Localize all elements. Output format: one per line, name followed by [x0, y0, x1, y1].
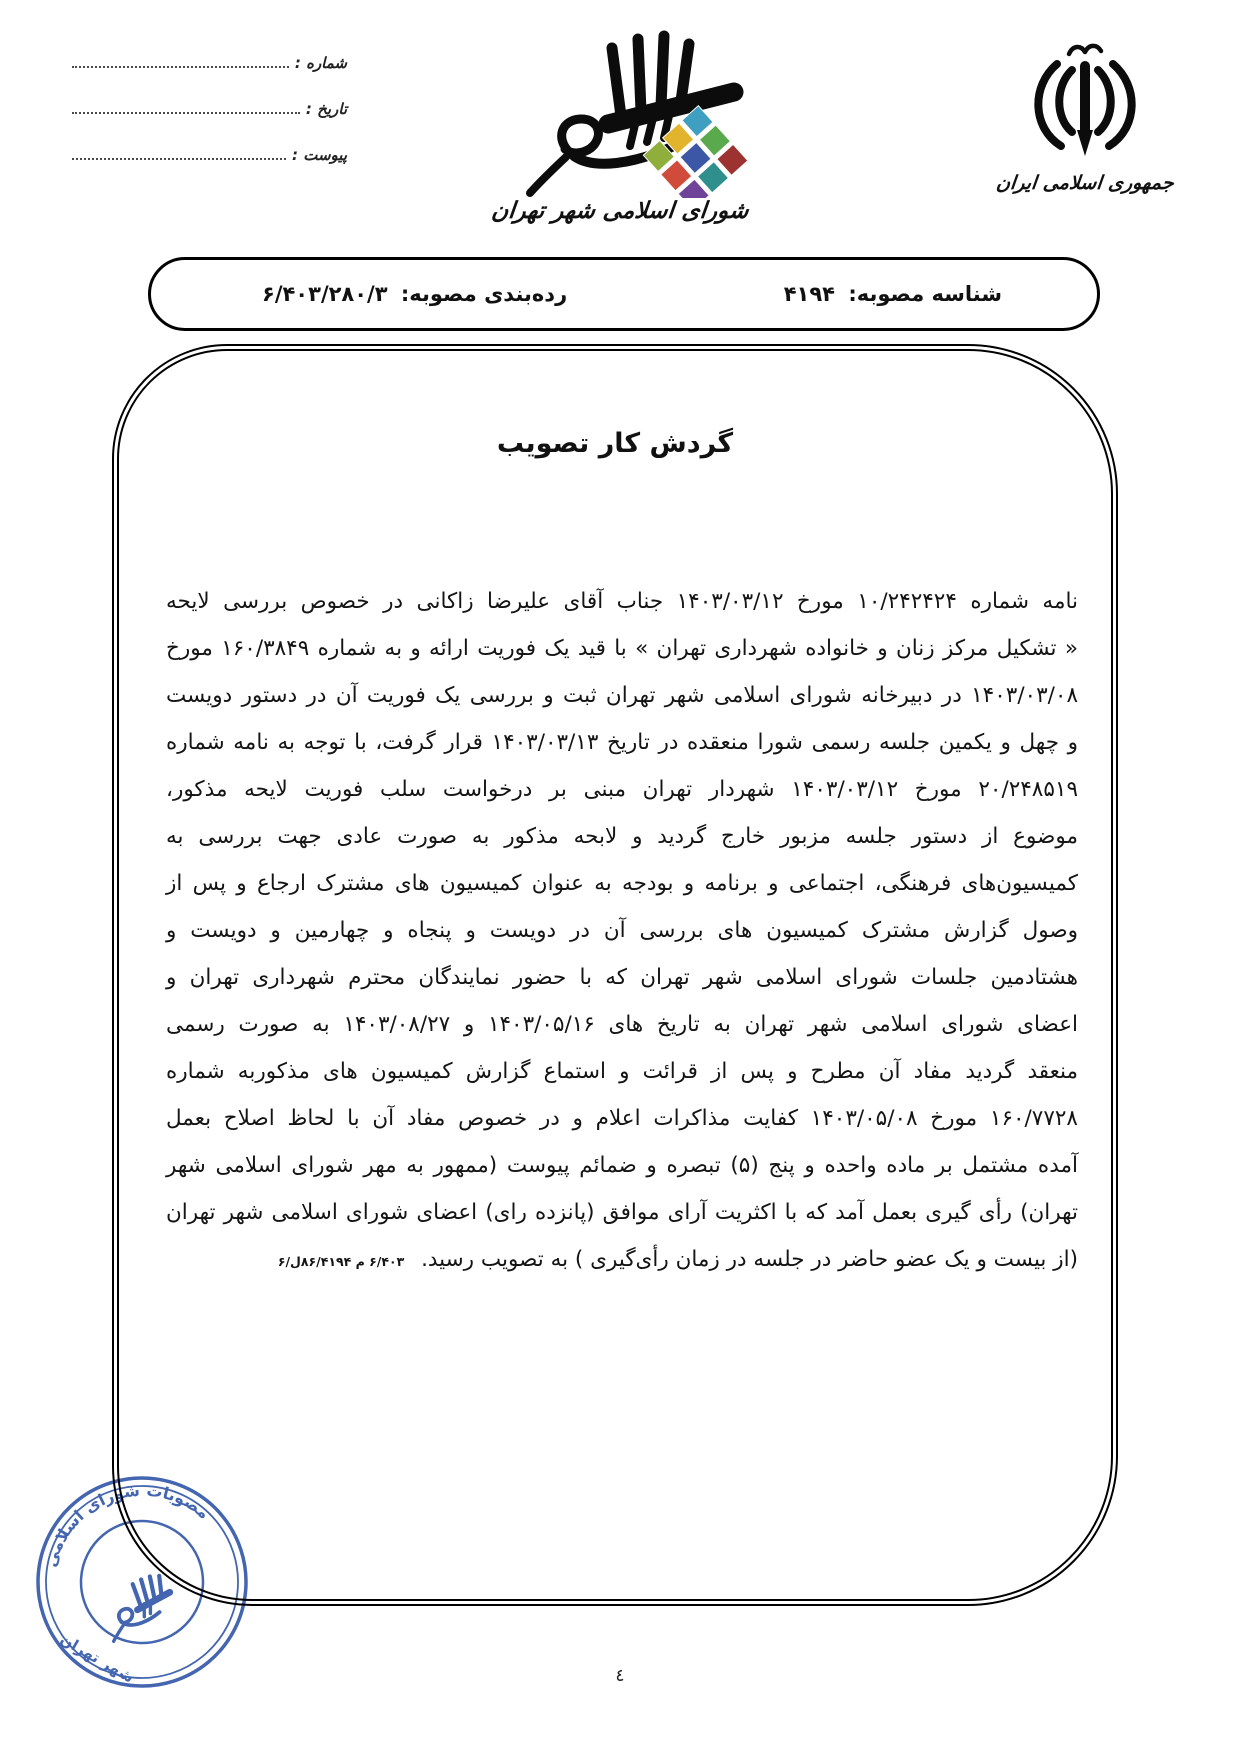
- page-number: ٤: [615, 1666, 625, 1686]
- record-classification-value: ۶/۴۰۳/۲۸۰/۳: [262, 282, 388, 306]
- stamp-ring-text-bottom: شهر تهران: [57, 1629, 138, 1687]
- field-attachment: [72, 140, 347, 164]
- resolution-body: [166, 578, 1078, 1283]
- field-number-label: شماره :: [294, 54, 347, 72]
- header-bar: [148, 257, 1100, 331]
- body-line: کمیسیون‌های فرهنگی، اجتماعی و برنامه و بودجه به عنوان کمیسیون های مشترک ارجاع و پس از: [166, 871, 1078, 896]
- council-logo-caption: شورای اسلامی شهر تهران: [490, 198, 750, 224]
- body-line: تهران) رأی گیری بعمل آمد که با اکثریت آرای موافق (پانزده رای) اعضای شورای اسلامی شهر تهران: [166, 1200, 1078, 1225]
- iran-emblem: [960, 38, 1210, 194]
- record-id-value: ۴۱۹۴: [783, 282, 835, 306]
- body-line: آمده مشتمل بر ماده واحده و پنج (۵) تبصره و ضمائم پیوست (ممهور به مهر شورای اسلامی شهر: [166, 1153, 1078, 1178]
- body-line: هشتادمین جلسات شورای اسلامی شهر تهران که با حضور نمایندگان محترم شهرداری تهران و: [166, 965, 1078, 990]
- reference-code: ۶/۴۰۳ م ۸۶/۴۱۹۴ل/۶: [277, 1254, 405, 1269]
- body-line: « تشکیل مرکز زنان و خانواده شهرداری تهران » با قید یک فوریت ارائه و به شماره ۱۶۰/۳۸۴۹ مورخ: [166, 636, 1079, 661]
- field-attachment-label: پیوست :: [292, 146, 347, 164]
- body-line: اعضای شورای اسلامی شهر تهران به تاریخ های ۱۴۰۳/۰۵/۱۶ و ۱۴۰۳/۰۸/۲۷ به صورت رسمی: [166, 1012, 1079, 1037]
- body-line-text: (از بیست و یک عضو حاضر در جلسه در زمان رأی‌گیری ) به تصویب رسید.: [421, 1247, 1078, 1272]
- dotted-line: [72, 157, 286, 160]
- dotted-line: [72, 65, 289, 68]
- record-id: [778, 282, 1002, 306]
- council-logo: [478, 26, 762, 224]
- body-line: ۱۴۰۳/۰۳/۰۸ در دبیرخانه شورای اسلامی شهر تهران ثبت و بررسی یک فوریت آن در دستور دویست: [166, 683, 1078, 708]
- page-title: گردش کار تصویب: [496, 428, 734, 459]
- record-id-label: شناسه مصوبه:: [848, 282, 1002, 306]
- field-number: [72, 48, 347, 72]
- iran-emblem-caption: جمهوری اسلامی ایران: [995, 172, 1175, 194]
- stamp-ring-text-top: مصوبات شورای اسلامی: [40, 1480, 214, 1569]
- field-date-label: تاریخ :: [305, 100, 347, 118]
- letterhead-fields: [72, 48, 347, 186]
- record-classification: [256, 282, 567, 306]
- council-logo-icon: [478, 26, 762, 198]
- body-line: منعقد گردید مفاد آن مطرح و پس از قرائت و استماع گزارش کمیسیون های مذکوربه شماره: [166, 1059, 1078, 1084]
- body-line: نامه شماره ۱۰/۲۴۲۴۲۴ مورخ ۱۴۰۳/۰۳/۱۲ جناب آقای علیرضا زاکانی در خصوص بررسی لایحه: [166, 589, 1078, 614]
- iran-emblem-icon: [995, 38, 1175, 166]
- body-line: موضوع از دستور جلسه مزبور خارج گردید و لابحه مذکور به صورت عادی جهت بررسی به: [166, 824, 1078, 849]
- body-line: وصول گزارش مشترک کمیسیون های بررسی آن در دویست و پنجاه و چهارمین و دویست و: [166, 918, 1078, 943]
- resolution-box: [112, 344, 1118, 1606]
- body-line-last: [166, 1236, 1078, 1283]
- record-classification-label: رده‌بندی مصوبه:: [400, 282, 568, 306]
- dotted-line: [72, 111, 300, 114]
- body-line: ۱۶۰/۷۷۲۸ مورخ ۱۴۰۳/۰۵/۰۸ کفایت مذاکرات اعلام و در خصوص مفاد آن با لحاظ اصلاح بعمل: [166, 1106, 1078, 1131]
- body-line: و چهل و یکمین جلسه رسمی شورا منعقده در تاریخ ۱۴۰۳/۰۳/۱۳ قرار گرفت، با توجه به نامه شماره: [166, 730, 1078, 755]
- body-line: ۲۰/۲۴۸۵۱۹ مورخ ۱۴۰۳/۰۳/۱۲ شهردار تهران مبنی بر درخواست سلب فوریت لایحه مذکور،: [166, 777, 1078, 802]
- field-date: [72, 94, 347, 118]
